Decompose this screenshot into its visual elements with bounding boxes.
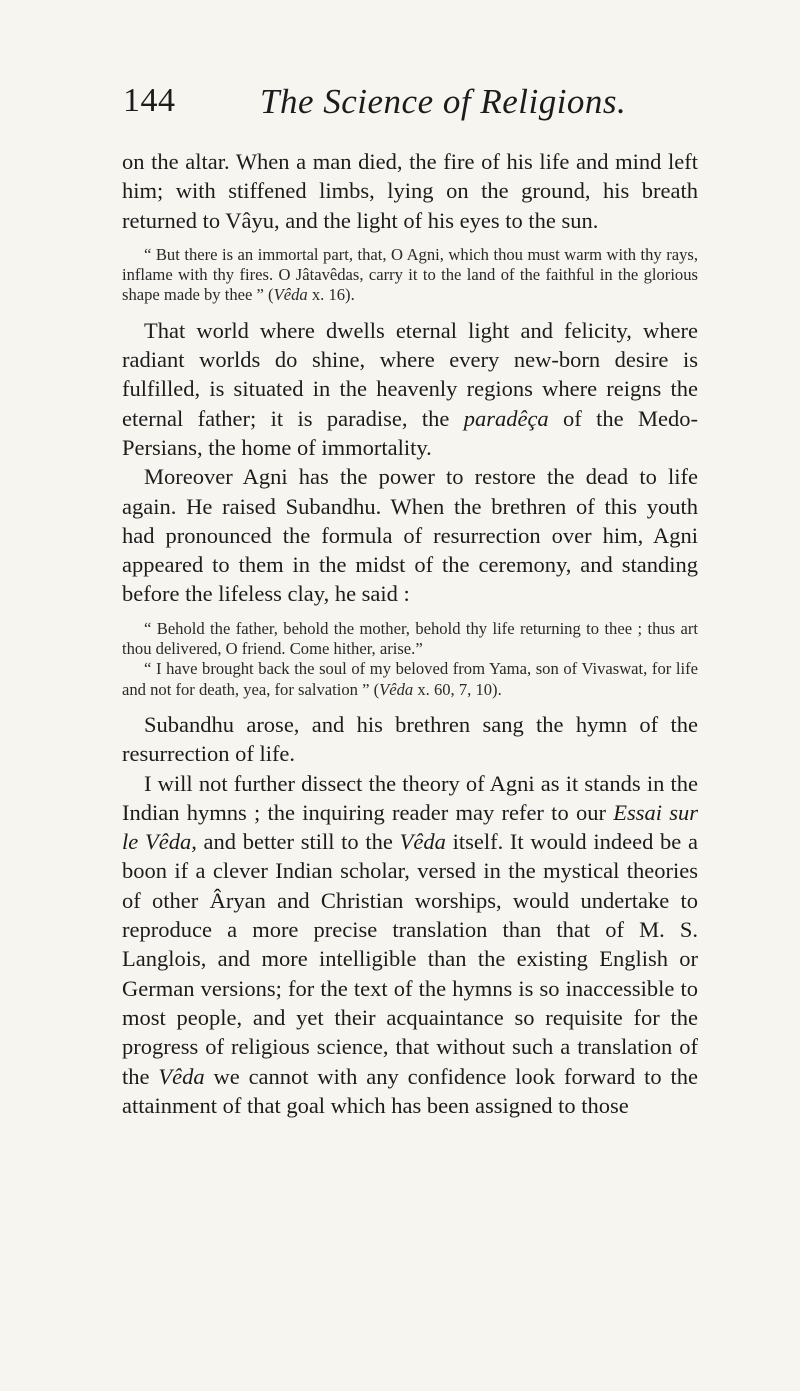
italic-text: Vêda [399,829,446,855]
text-segment: x. 60, 7, 10). [413,679,502,699]
italic-text: paradêça [463,405,549,431]
running-title: The Science of Religions. [260,82,627,121]
text-segment: of the Medo-Persians, the home of immortality. [122,405,699,460]
text-segment: itself. It would indeed be a boon if a clever Indian scholar, versed in the mystical theories of other Âryan and Christian worships, would undertake to reproduce a more precise translation than that of M. S. Langlois, and more intelligible than the existing English or German versions; for the text of the hymns is so inaccessible to most people, and yet their acquaintance so requisite for the progress of religious science, that without such a translation of the [122,829,698,1089]
text-segment: on the altar. When a man died, the fire of his life and mind left him; with stiffened limbs, lying on the ground, his breath returned to Vâyu, and the light of his eyes to the sun. [122,149,698,233]
text-segment: That world where dwells eternal light and felicity, where radiant worlds do shine, where every new-born desire is fulfilled, is situated in the heavenly regions where reigns the eternal father; it is paradise, the [122,317,698,431]
italic-text: Vêda [379,679,414,699]
body-paragraph [122,147,698,235]
text-segment: Moreover Agni has the power to restore the dead to life again. He raised Subandhu. When the brethren of this youth had pronounced the formula of resurrection over him, Agni appeared to them in the midst of the ceremony, and standing before the lifeless clay, he said : [122,464,698,607]
page-header [0,82,800,122]
body-text [122,147,698,1120]
quotation-paragraph [122,245,698,306]
text-segment: “ Behold the father, behold the mother, behold thy life returning to thee ; thus art thou delivered, O friend. Come hither, arise.” [122,618,698,659]
text-segment: “ But there is an immortal part, that, O Agni, which thou must warm with thy rays, inflame with thy fires. O Jâtavêdas, carry it to the land of the faithful in the glorious shape made by thee ” ( [122,244,698,305]
quotation-paragraph [122,619,698,660]
text-segment: Subandhu arose, and his brethren sang the hymn of the resurrection of life. [122,711,698,767]
italic-text: Essai sur le Vêda, [122,799,698,855]
body-paragraph [122,710,698,769]
page-number: 144 [123,82,176,119]
body-paragraph [122,316,698,462]
text-segment: we cannot with any confidence look forward to the attainment of that goal which has been assigned to those [122,1063,698,1118]
italic-text: Vêda [273,285,308,305]
text-segment: and better still to the [196,829,400,855]
italic-text: Vêda [158,1063,205,1089]
text-segment: x. 16). [307,285,355,305]
text-segment: I will not further dissect the theory of Agni as it stands in the Indian hymns ; the inquiring reader may refer to our [122,770,698,825]
quotation-paragraph [122,659,698,700]
body-paragraph [122,462,698,608]
body-paragraph [122,769,698,1121]
text-segment: “ I have brought back the soul of my beloved from Yama, son of Vivaswat, for life and not for death, yea, for salvation ” ( [122,659,698,699]
